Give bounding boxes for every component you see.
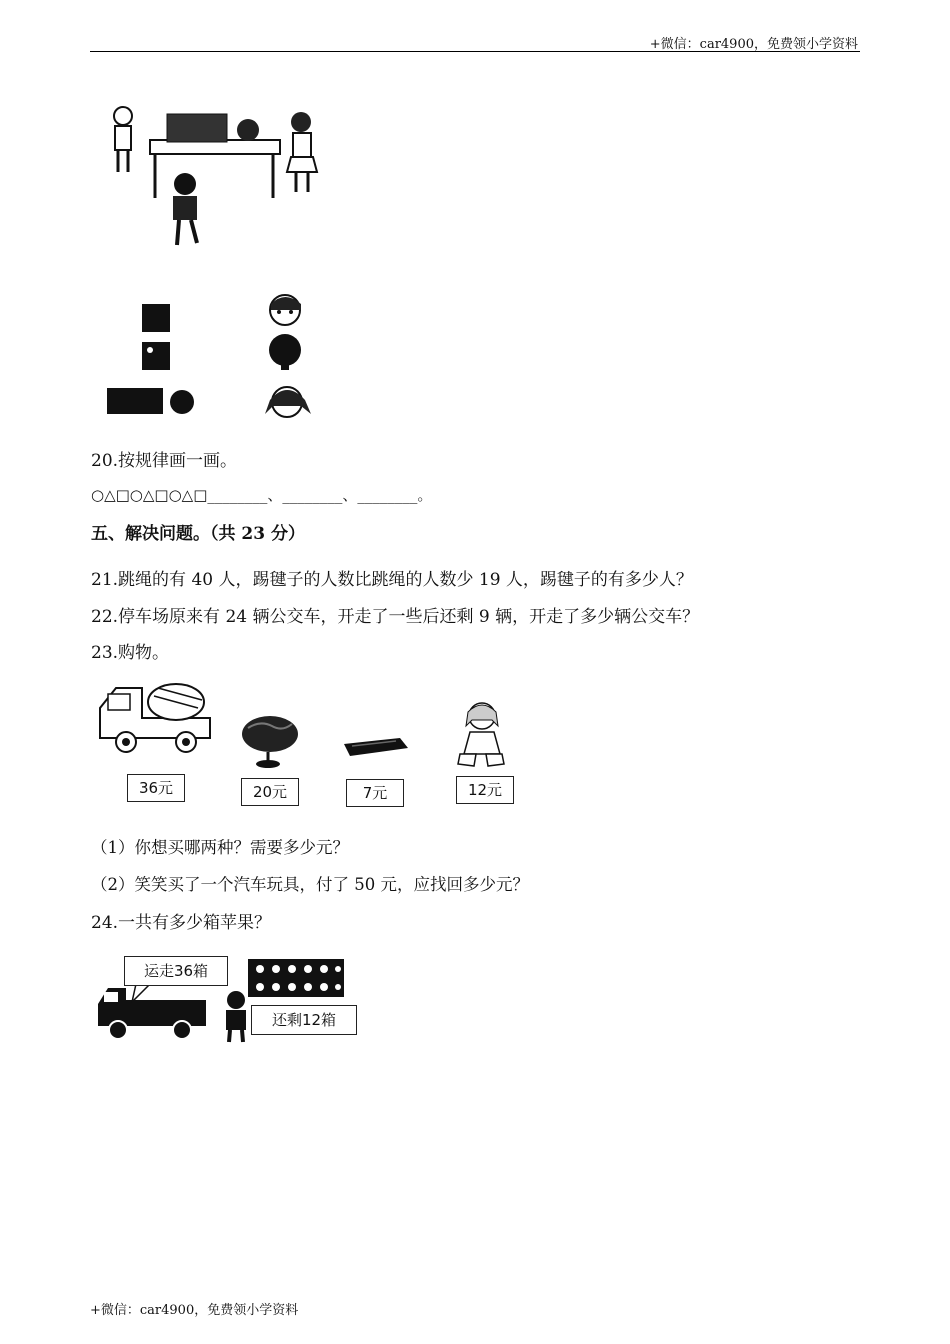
- question-22-text: 22.停车场原来有 24 辆公交车，开走了一些后还剩 9 辆，开走了多少辆公交车？: [91, 607, 700, 627]
- question-20-sequence: ○△□○△□○△□________、________、________。: [91, 486, 433, 504]
- question-20-title: 20.按规律画一画。: [91, 451, 238, 471]
- label-moved-away: 运走36箱: [124, 956, 228, 986]
- doll-toy: [452, 698, 508, 770]
- apple-crates-illustration: [246, 957, 346, 999]
- price-tag-truck: 36元: [127, 774, 185, 802]
- cement-mixer-truck-toy: [98, 678, 213, 758]
- label-remaining: 还剩12箱: [251, 1005, 357, 1035]
- table-scene-illustration: [105, 100, 335, 250]
- question-23-sub-2: （2）笑笑买了一个汽车玩具，付了 50 元，应找回多少元？: [91, 875, 529, 894]
- views-matching-illustration: [105, 292, 320, 422]
- question-23-title: 23.购物。: [91, 643, 170, 663]
- question-21-text: 21.跳绳的有 40 人，踢毽子的人数比跳绳的人数少 19 人，踢毽子的有多少人？: [91, 570, 693, 590]
- question-24-title: 24.一共有多少箱苹果？: [91, 913, 272, 933]
- question-23-sub-1: （1）你想买哪两种？需要多少元？: [91, 838, 349, 857]
- header-watermark: +微信：car4900，免费领小学资料: [649, 37, 858, 52]
- globe-toy: [238, 714, 302, 770]
- pencil-case: [340, 736, 410, 760]
- header-rule: [90, 51, 860, 52]
- price-tag-globe: 20元: [241, 778, 299, 806]
- price-tag-doll: 12元: [456, 776, 514, 804]
- footer-watermark: +微信：car4900，免费领小学资料: [90, 1303, 299, 1318]
- section-5-title: 五、解决问题。（共 23 分）: [91, 524, 305, 544]
- speech-pointer: [130, 984, 160, 1004]
- worker-figure: [222, 990, 250, 1042]
- price-tag-pencil-case: 7元: [346, 779, 404, 807]
